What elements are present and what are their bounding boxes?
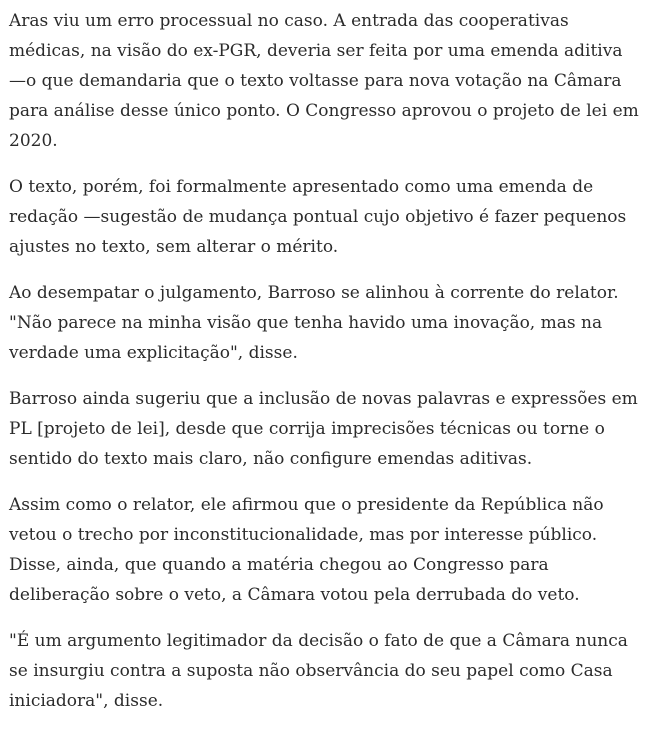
article-paragraph: Assim como o relator, ele afirmou que o presidente da República não vetou o trecho por inconstitucionalidade, mas por interesse público. Disse, ainda, que quando a matéria chegou ao Congresso para deliberação sobre o veto, a Câmara votou pela derrubada do veto. (9, 495, 604, 605)
article-paragraph: Ao desempatar o julgamento, Barroso se alinhou à corrente do relator. "Não parece na minha visão que tenha havido uma inovação, mas na verdade uma explicitação", disse. (9, 283, 619, 363)
article-paragraph: "É um argumento legitimador da decisão o fato de que a Câmara nunca se insurgiu contra a suposta não observância do seu papel como Casa iniciadora", disse. (9, 631, 628, 711)
article-paragraph: Aras viu um erro processual no caso. A entrada das cooperativas médicas, na visão do ex-PGR, deveria ser feita por uma emenda aditiva —o que demandaria que o texto voltasse para nova votação na Câmara para análise desse único ponto. O Congresso aprovou o projeto de lei em 2020. (9, 11, 639, 151)
article-paragraph: O texto, porém, foi formalmente apresentado como uma emenda de redação —sugestão de mudança pontual cujo objetivo é fazer pequenos ajustes no texto, sem alterar o mérito. (9, 177, 627, 257)
article-body (0, 6, 650, 751)
article-paragraph: Barroso ainda sugeriu que a inclusão de novas palavras e expressões em PL [projeto de lei], desde que corrija imprecisões técnicas ou torne o sentido do texto mais claro, não configure emendas aditivas. (9, 389, 638, 469)
